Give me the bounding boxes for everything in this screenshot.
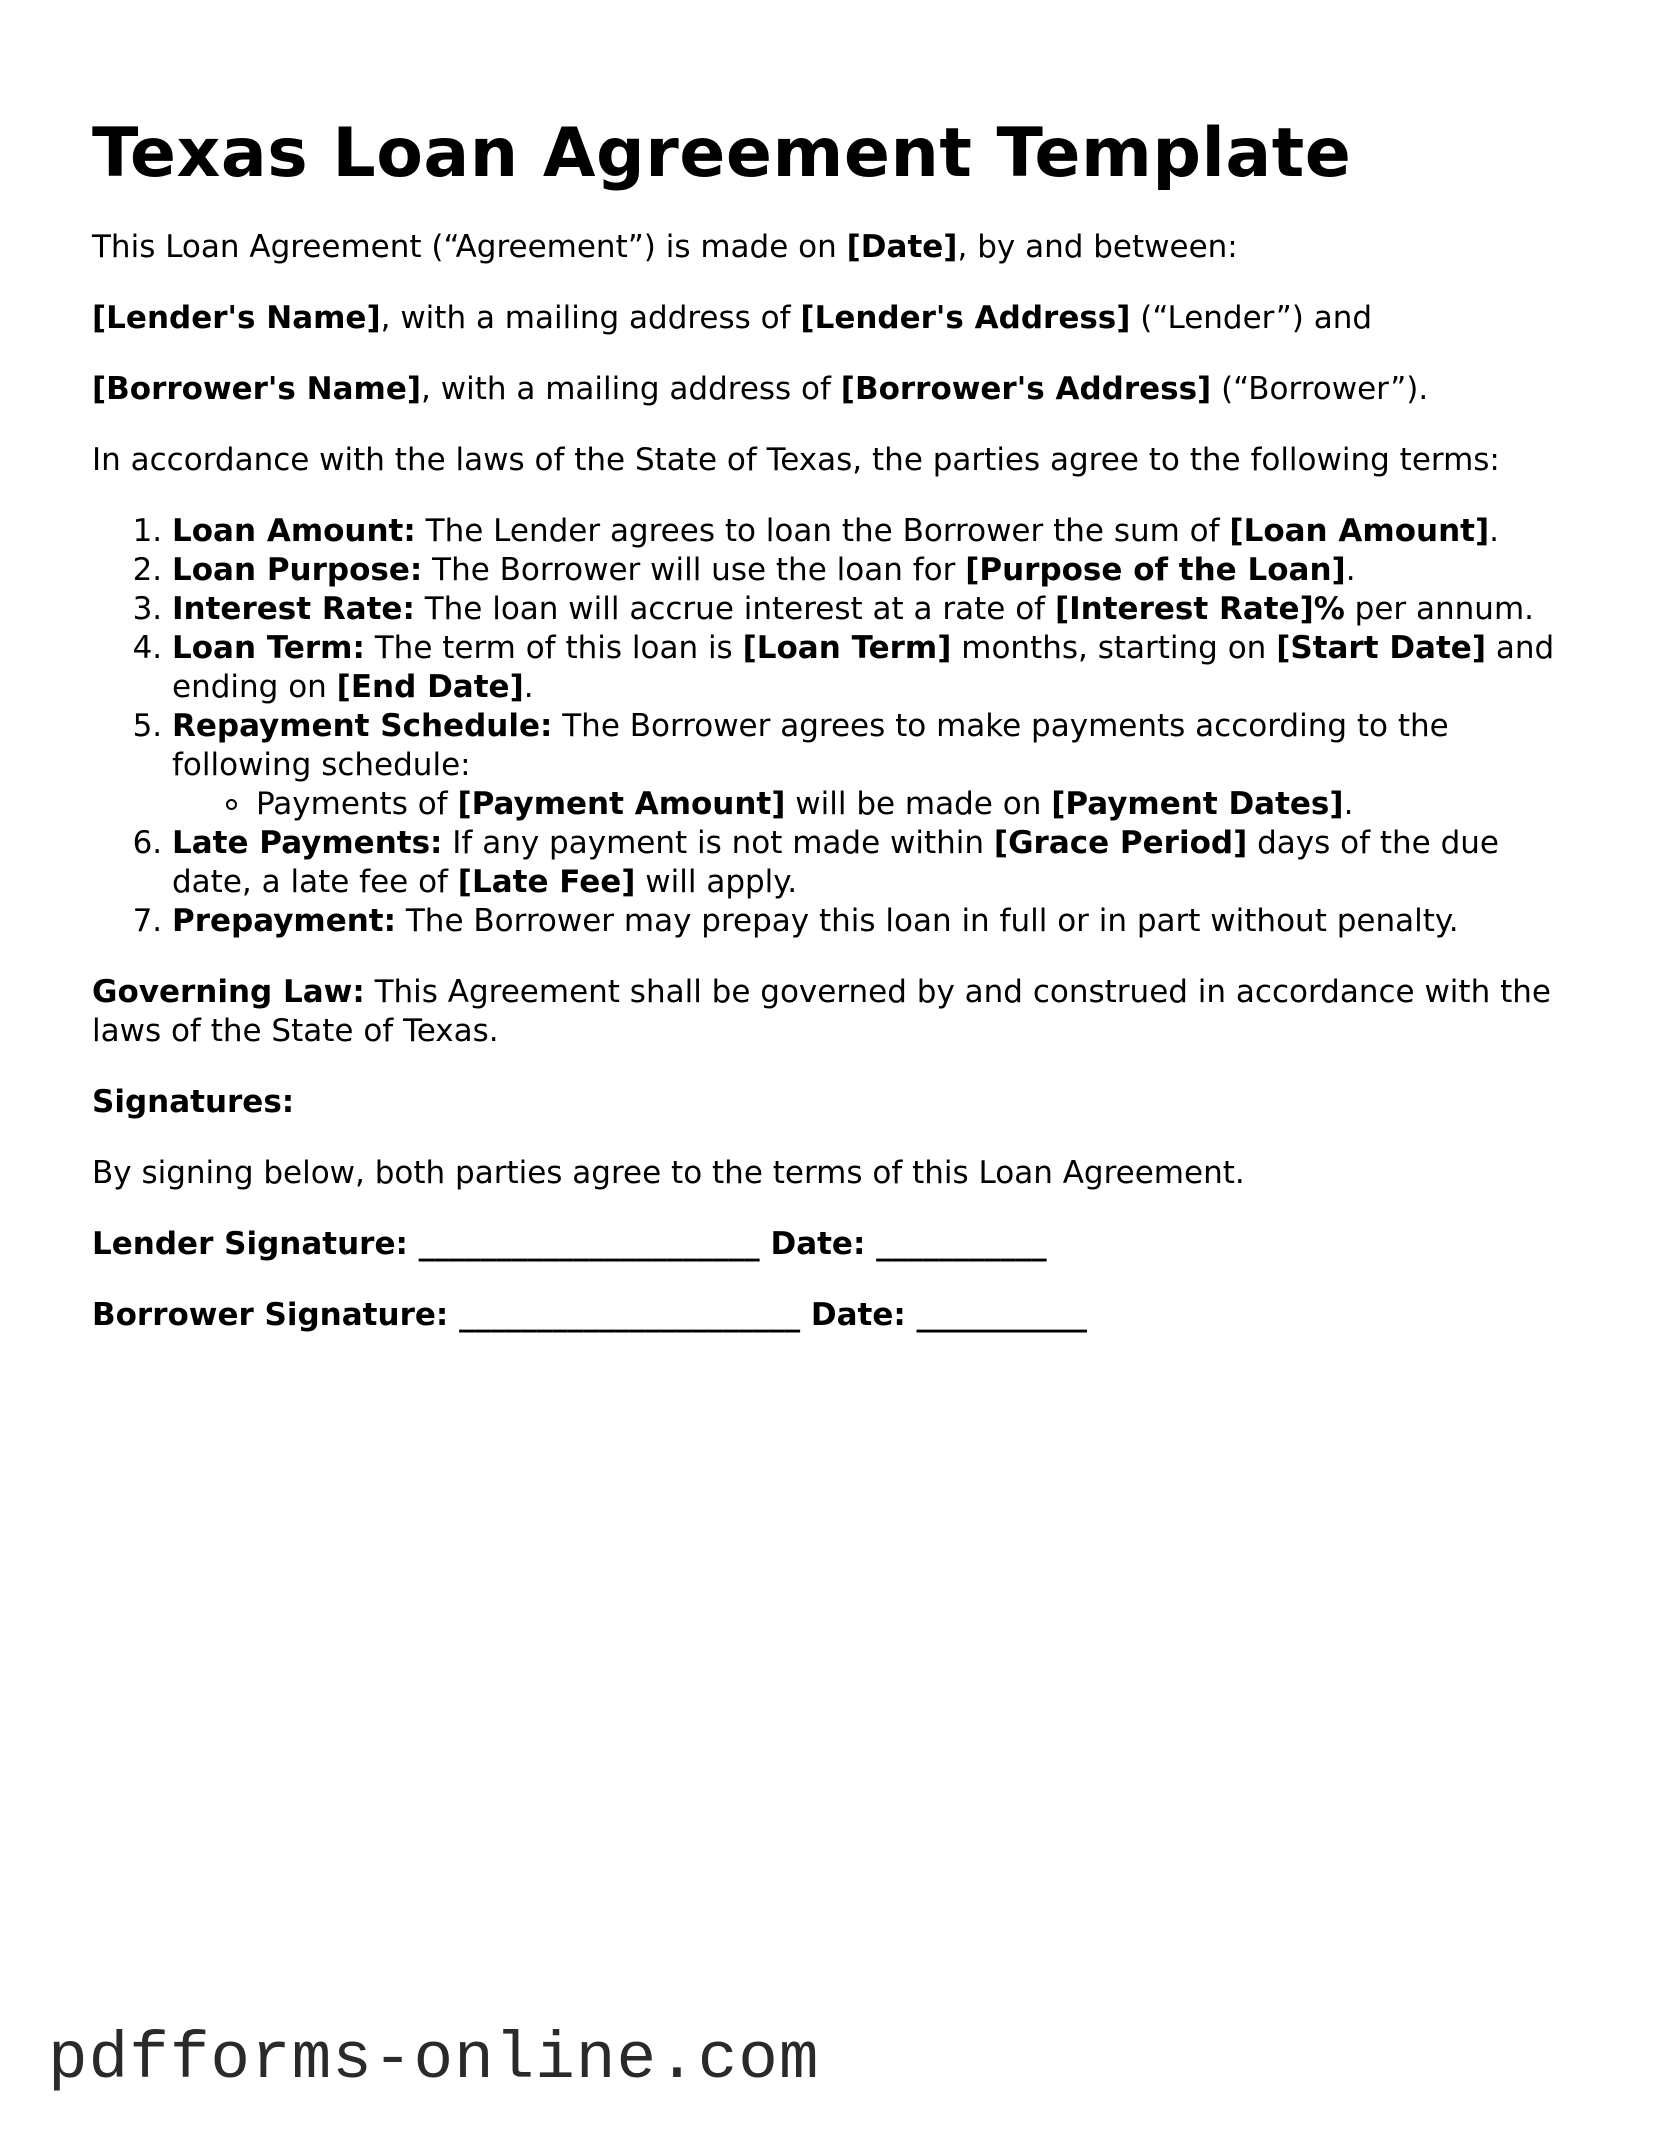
start-date-field: [Start Date]: [1276, 630, 1486, 666]
end-date-field: [End Date]: [336, 669, 524, 705]
term-text: Payments of: [256, 786, 458, 822]
term-label: Prepayment:: [172, 903, 397, 939]
term-text: The Borrower agrees to make payments according to the following schedule:: [172, 708, 1449, 783]
date-field: [Date]: [846, 229, 958, 265]
term-label: Loan Term:: [172, 630, 365, 666]
term-text: will apply.: [635, 864, 798, 900]
term-text: and ending on: [172, 630, 1555, 705]
term-late-payments: [172, 824, 1582, 902]
term-text: If any payment is not made within: [442, 825, 994, 861]
repayment-sub-item: [256, 785, 1582, 824]
repayment-sublist: [172, 785, 1582, 824]
loan-purpose-field: [Purpose of the Loan]: [965, 552, 1346, 588]
signatures-heading: [92, 1083, 1582, 1122]
term-text: The term of this loan is: [364, 630, 743, 666]
term-text: .: [523, 669, 534, 705]
term-text: .: [1343, 786, 1354, 822]
term-text: The Lender agrees to loan the Borrower the sum of: [415, 513, 1230, 549]
lender-post-text: (“Lender”) and: [1130, 300, 1373, 336]
term-text: The Borrower will use the loan for: [422, 552, 966, 588]
signatures-heading-text: Signatures:: [92, 1084, 295, 1120]
borrower-signature-line: Borrower Signature: ______________________ Date: ___________: [92, 1297, 1088, 1333]
document-page: [92, 100, 1582, 1335]
term-text: The Borrower may prepay this loan in full or in part without penalty.: [396, 903, 1459, 939]
term-label: Loan Purpose:: [172, 552, 423, 588]
late-fee-field: [Late Fee]: [457, 864, 636, 900]
loan-amount-field: [Loan Amount]: [1229, 513, 1490, 549]
payment-amount-field: [Payment Amount]: [457, 786, 786, 822]
borrower-mid-text: , with a mailing address of: [421, 371, 841, 407]
term-loan-purpose: [172, 551, 1582, 590]
lender-paragraph: [92, 299, 1582, 338]
intro-text-end: , by and between:: [957, 229, 1238, 265]
term-text: The loan will accrue interest at a rate of: [414, 591, 1055, 627]
borrower-address-field: [Borrower's Address]: [840, 371, 1212, 407]
payment-dates-field: [Payment Dates]: [1051, 786, 1344, 822]
governing-law-label: Governing Law:: [92, 974, 365, 1010]
borrower-paragraph: [92, 370, 1582, 409]
term-loan-term: [172, 629, 1582, 707]
document-title: Texas Loan Agreement Template: [92, 114, 1352, 193]
term-text: .: [1489, 513, 1499, 549]
accordance-paragraph: In accordance with the laws of the State of Texas, the parties agree to the following terms:: [92, 442, 1500, 478]
terms-list: [92, 512, 1582, 941]
term-label: Interest Rate:: [172, 591, 415, 627]
lender-mid-text: , with a mailing address of: [380, 300, 801, 336]
term-label: Repayment Schedule:: [172, 708, 553, 744]
interest-rate-field: [Interest Rate]%: [1054, 591, 1345, 627]
term-text: .: [1345, 552, 1356, 588]
borrower-post-text: (“Borrower”).: [1211, 371, 1429, 407]
intro-text: This Loan Agreement (“Agreement”) is made on: [92, 229, 847, 265]
lender-signature-line: Lender Signature: ______________________ Date: ___________: [92, 1226, 1047, 1262]
lender-address-field: [Lender's Address]: [800, 300, 1131, 336]
loan-term-field: [Loan Term]: [742, 630, 952, 666]
grace-period-field: [Grace Period]: [993, 825, 1248, 861]
watermark: pdfforms-online.com: [48, 2022, 820, 2097]
term-repayment-schedule: [172, 707, 1582, 824]
governing-law-paragraph: [92, 973, 1582, 1051]
term-label: Late Payments:: [172, 825, 443, 861]
lender-name-field: [Lender's Name]: [92, 300, 381, 336]
intro-paragraph: [92, 228, 1582, 267]
term-text: per annum.: [1344, 591, 1535, 627]
term-text: will be made on: [785, 786, 1052, 822]
term-prepayment: [172, 902, 1582, 941]
term-text: months, starting on: [951, 630, 1277, 666]
term-loan-amount: [172, 512, 1582, 551]
term-interest-rate: [172, 590, 1582, 629]
term-label: Loan Amount:: [172, 513, 416, 549]
bullet-circle-icon: [226, 799, 237, 810]
term-text: days of the due date, a late fee of: [172, 825, 1499, 900]
signatures-intro: By signing below, both parties agree to the terms of this Loan Agreement.: [92, 1155, 1245, 1191]
governing-law-text: This Agreement shall be governed by and construed in accordance with the laws of the State of Texas.: [92, 974, 1551, 1049]
borrower-name-field: [Borrower's Name]: [92, 371, 422, 407]
